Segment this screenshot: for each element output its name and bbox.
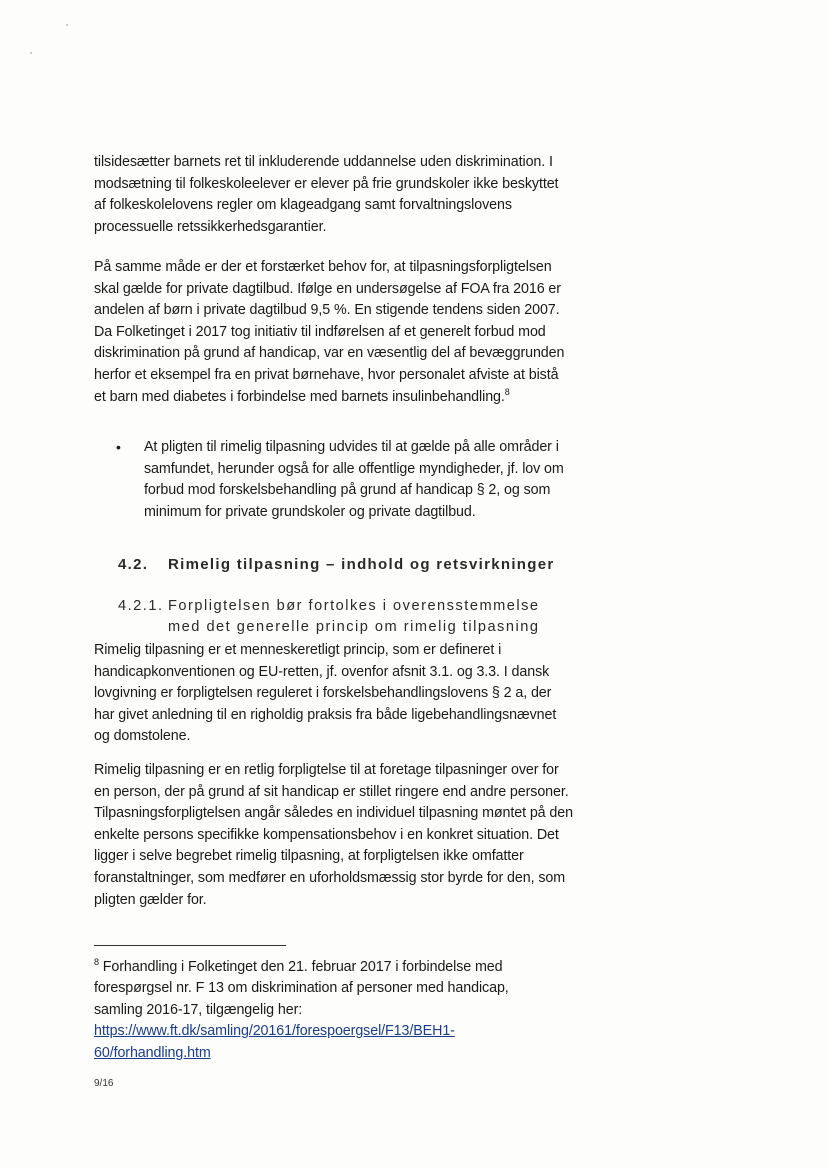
footnote-link[interactable]: https://www.ft.dk/samling/20161/forespoergsel/F13/BEH1-60/forhandling.htm xyxy=(94,1023,455,1061)
list-item-text: At pligten til rimelig tilpasning udvides til at gælde på alle områder i samfundet, herunder også for alle offentlige myndigheder, jf. lov om forbud mod forskelsbehandling på grund af handicap § 2, og som minimum for private grundskoler og private dagtilbud. xyxy=(144,439,564,520)
paragraph-1: tilsidesætter barnets ret til inkluderende uddannelse uden diskrimination. I modsætning til folkeskoleelever er elever på frie grundskoler ikke beskyttet af folkeskolelovens regler om klageadgang samt forvaltningslovens processuelle retssikkerhedsgarantier. xyxy=(94,154,559,235)
paragraph-2 xyxy=(94,257,574,408)
subsection-title-line-2: med det generelle princip om rimelig tilpasning xyxy=(168,619,540,635)
page-number: 9/16 xyxy=(94,1078,114,1089)
scan-speck xyxy=(66,24,68,26)
footnote-8 xyxy=(94,957,514,1064)
footnote-separator xyxy=(94,945,286,946)
recommendation-list xyxy=(94,437,574,523)
paragraph-2-text: På samme måde er der et forstærket behov for, at tilpasningsforpligtelsen skal gælde for private dagtilbud. Ifølge en undersøgelse af FOA fra 2016 er andelen af børn i private dagtilbud 9,5 %. En stigende tendens siden 2007. Da Folketinget i 2017 tog initiativ til indførelsen af et generelt forbud mod diskrimination på grund af handicap, var en væsentlig del af bevæggrunden herfor et eksempel fra en privat børnehave, hvor personalet afviste at bistå et barn med diabetes i forbindelse med barnets insulinbehandling. xyxy=(94,259,565,405)
section-number: 4.2. xyxy=(118,556,149,573)
footnote-marker: 8 xyxy=(94,957,99,967)
paragraph-3: Rimelig tilpasning er et menneskeretligt princip, som er defineret i handicapkonventionen og EU-retten, jf. ovenfor afsnit 3.1. og 3.3. I dansk lovgivning er forpligtelsen reguleret i forskelsbehandlingslovens § 2 a, der har givet anledning til en righoldig praksis fra både ligebehandlingsnævnet og domstolene. xyxy=(94,642,557,745)
subsection-title-line-1: Forpligtelsen bør fortolkes i overensstemmelse xyxy=(168,598,540,614)
bullet-icon: • xyxy=(116,439,121,455)
subsection-heading-4-2-1 xyxy=(118,596,578,638)
subsection-number: 4.2.1. xyxy=(118,598,164,614)
list-item xyxy=(94,437,574,523)
paragraph-4: Rimelig tilpasning er en retlig forpligtelse til at foretage tilpasninger over for en person, der på grund af sit handicap er stillet ringere end andre personer. Tilpasningsforpligtelsen angår således en individuel tilpasning møntet på den enkelte persons specifikke kompensationsbehov i en konkret situation. Det ligger i selve begrebet rimelig tilpasning, at forpligtelsen ikke omfatter foranstaltninger, som medfører en uforholdsmæssig stor byrde for den, som pligten gælder for. xyxy=(94,762,573,908)
footnote-text: Forhandling i Folketinget den 21. februar 2017 i forbindelse med forespørgsel nr. F 13 om diskrimination af personer med handicap, samling 2016-17, tilgængelig her: xyxy=(94,959,509,1018)
section-title: Rimelig tilpasning – indhold og retsvirkninger xyxy=(168,556,555,573)
section-heading-4-2 xyxy=(118,556,555,573)
scan-speck xyxy=(30,52,32,54)
footnote-reference[interactable]: 8 xyxy=(504,386,510,397)
